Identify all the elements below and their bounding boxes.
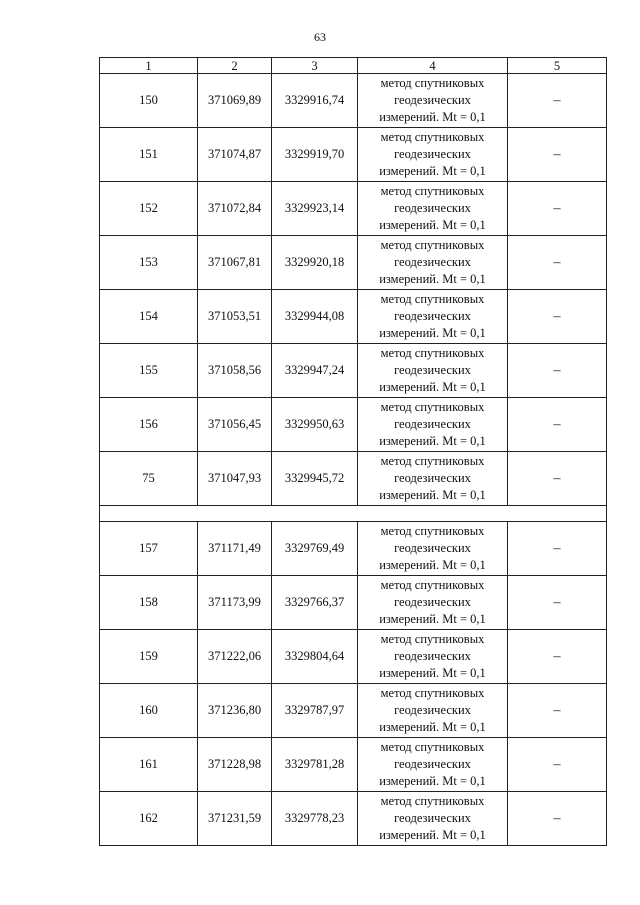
method-line: геодезических	[394, 471, 471, 485]
coord-y: 3329920,18	[272, 236, 358, 290]
point-number: 75	[100, 452, 198, 506]
table-row	[100, 630, 607, 684]
coord-y: 3329947,24	[272, 344, 358, 398]
table-row	[100, 452, 607, 506]
method-line: геодезических	[394, 757, 471, 771]
method-cell	[358, 684, 508, 738]
coord-y: 3329944,08	[272, 290, 358, 344]
coord-x: 371231,59	[198, 792, 272, 846]
dash-cell: –	[508, 738, 607, 792]
point-number: 152	[100, 182, 198, 236]
method-line: метод спутниковых	[380, 400, 485, 414]
point-number: 162	[100, 792, 198, 846]
method-line: геодезических	[394, 93, 471, 107]
table-row	[100, 182, 607, 236]
coord-x: 371053,51	[198, 290, 272, 344]
method-line: метод спутниковых	[380, 740, 485, 754]
method-line: геодезических	[394, 811, 471, 825]
method-line: измерений. Mt = 0,1	[379, 720, 486, 734]
dash-cell: –	[508, 398, 607, 452]
header-col-2: 2	[198, 58, 272, 74]
point-number: 150	[100, 74, 198, 128]
method-cell	[358, 344, 508, 398]
table-body	[100, 74, 607, 846]
separator-row	[100, 506, 607, 522]
dash-cell: –	[508, 792, 607, 846]
table-row	[100, 290, 607, 344]
method-line: метод спутниковых	[380, 238, 485, 252]
method-line: измерений. Mt = 0,1	[379, 326, 486, 340]
method-cell	[358, 738, 508, 792]
point-number: 153	[100, 236, 198, 290]
method-line: измерений. Mt = 0,1	[379, 380, 486, 394]
dash-cell: –	[508, 684, 607, 738]
dash-cell: –	[508, 290, 607, 344]
coord-x: 371069,89	[198, 74, 272, 128]
method-line: измерений. Mt = 0,1	[379, 666, 486, 680]
table-row	[100, 128, 607, 182]
point-number: 155	[100, 344, 198, 398]
coord-y: 3329787,97	[272, 684, 358, 738]
table-row	[100, 344, 607, 398]
method-line: метод спутниковых	[380, 184, 485, 198]
method-line: геодезических	[394, 255, 471, 269]
coord-x: 371072,84	[198, 182, 272, 236]
method-line: метод спутниковых	[380, 686, 485, 700]
table-row	[100, 684, 607, 738]
coord-y: 3329778,23	[272, 792, 358, 846]
dash-cell: –	[508, 182, 607, 236]
method-cell	[358, 74, 508, 128]
method-cell	[358, 522, 508, 576]
dash-cell: –	[508, 128, 607, 182]
table-row	[100, 576, 607, 630]
method-line: измерений. Mt = 0,1	[379, 488, 486, 502]
method-line: измерений. Mt = 0,1	[379, 272, 486, 286]
method-cell	[358, 630, 508, 684]
header-col-5: 5	[508, 58, 607, 74]
point-number: 154	[100, 290, 198, 344]
table-row	[100, 522, 607, 576]
dash-cell: –	[508, 630, 607, 684]
header-row	[100, 58, 607, 74]
coord-x: 371074,87	[198, 128, 272, 182]
dash-cell: –	[508, 344, 607, 398]
method-line: геодезических	[394, 201, 471, 215]
coord-x: 371173,99	[198, 576, 272, 630]
method-line: метод спутниковых	[380, 632, 485, 646]
coord-x: 371047,93	[198, 452, 272, 506]
method-line: геодезических	[394, 309, 471, 323]
method-cell	[358, 576, 508, 630]
coord-y: 3329781,28	[272, 738, 358, 792]
method-cell	[358, 792, 508, 846]
point-number: 158	[100, 576, 198, 630]
coord-x: 371067,81	[198, 236, 272, 290]
coord-x: 371056,45	[198, 398, 272, 452]
method-line: метод спутниковых	[380, 454, 485, 468]
method-line: метод спутниковых	[380, 130, 485, 144]
coord-x: 371222,06	[198, 630, 272, 684]
point-number: 156	[100, 398, 198, 452]
method-cell	[358, 236, 508, 290]
header-col-3: 3	[272, 58, 358, 74]
method-line: измерений. Mt = 0,1	[379, 218, 486, 232]
method-cell	[358, 452, 508, 506]
coord-y: 3329945,72	[272, 452, 358, 506]
method-line: метод спутниковых	[380, 524, 485, 538]
coord-y: 3329804,64	[272, 630, 358, 684]
coord-y: 3329923,14	[272, 182, 358, 236]
coord-y: 3329766,37	[272, 576, 358, 630]
method-line: метод спутниковых	[380, 76, 485, 90]
method-line: геодезических	[394, 595, 471, 609]
coord-y: 3329916,74	[272, 74, 358, 128]
coord-y: 3329919,70	[272, 128, 358, 182]
method-line: измерений. Mt = 0,1	[379, 828, 486, 842]
method-line: измерений. Mt = 0,1	[379, 110, 486, 124]
method-cell	[358, 128, 508, 182]
method-line: геодезических	[394, 703, 471, 717]
coord-y: 3329950,63	[272, 398, 358, 452]
method-line: геодезических	[394, 417, 471, 431]
method-cell	[358, 182, 508, 236]
header-col-4: 4	[358, 58, 508, 74]
coord-y: 3329769,49	[272, 522, 358, 576]
point-number: 157	[100, 522, 198, 576]
method-line: метод спутниковых	[380, 292, 485, 306]
point-number: 159	[100, 630, 198, 684]
table-row	[100, 236, 607, 290]
method-line: метод спутниковых	[380, 346, 485, 360]
dash-cell: –	[508, 236, 607, 290]
point-number: 161	[100, 738, 198, 792]
coord-x: 371058,56	[198, 344, 272, 398]
header-col-1: 1	[100, 58, 198, 74]
coord-x: 371171,49	[198, 522, 272, 576]
method-line: геодезических	[394, 147, 471, 161]
table-row	[100, 398, 607, 452]
method-cell	[358, 290, 508, 344]
coordinates-table	[99, 57, 607, 846]
table-row	[100, 74, 607, 128]
method-line: измерений. Mt = 0,1	[379, 164, 486, 178]
dash-cell: –	[508, 452, 607, 506]
dash-cell: –	[508, 74, 607, 128]
method-line: геодезических	[394, 363, 471, 377]
point-number: 151	[100, 128, 198, 182]
separator-cell	[100, 506, 607, 522]
method-line: измерений. Mt = 0,1	[379, 774, 486, 788]
method-line: метод спутниковых	[380, 578, 485, 592]
coord-x: 371228,98	[198, 738, 272, 792]
table-row	[100, 738, 607, 792]
method-line: метод спутниковых	[380, 794, 485, 808]
coord-x: 371236,80	[198, 684, 272, 738]
method-cell	[358, 398, 508, 452]
dash-cell: –	[508, 576, 607, 630]
method-line: измерений. Mt = 0,1	[379, 558, 486, 572]
method-line: измерений. Mt = 0,1	[379, 434, 486, 448]
method-line: геодезических	[394, 541, 471, 555]
method-line: геодезических	[394, 649, 471, 663]
table-row	[100, 792, 607, 846]
page-number: 63	[314, 30, 326, 44]
method-line: измерений. Mt = 0,1	[379, 612, 486, 626]
dash-cell: –	[508, 522, 607, 576]
point-number: 160	[100, 684, 198, 738]
